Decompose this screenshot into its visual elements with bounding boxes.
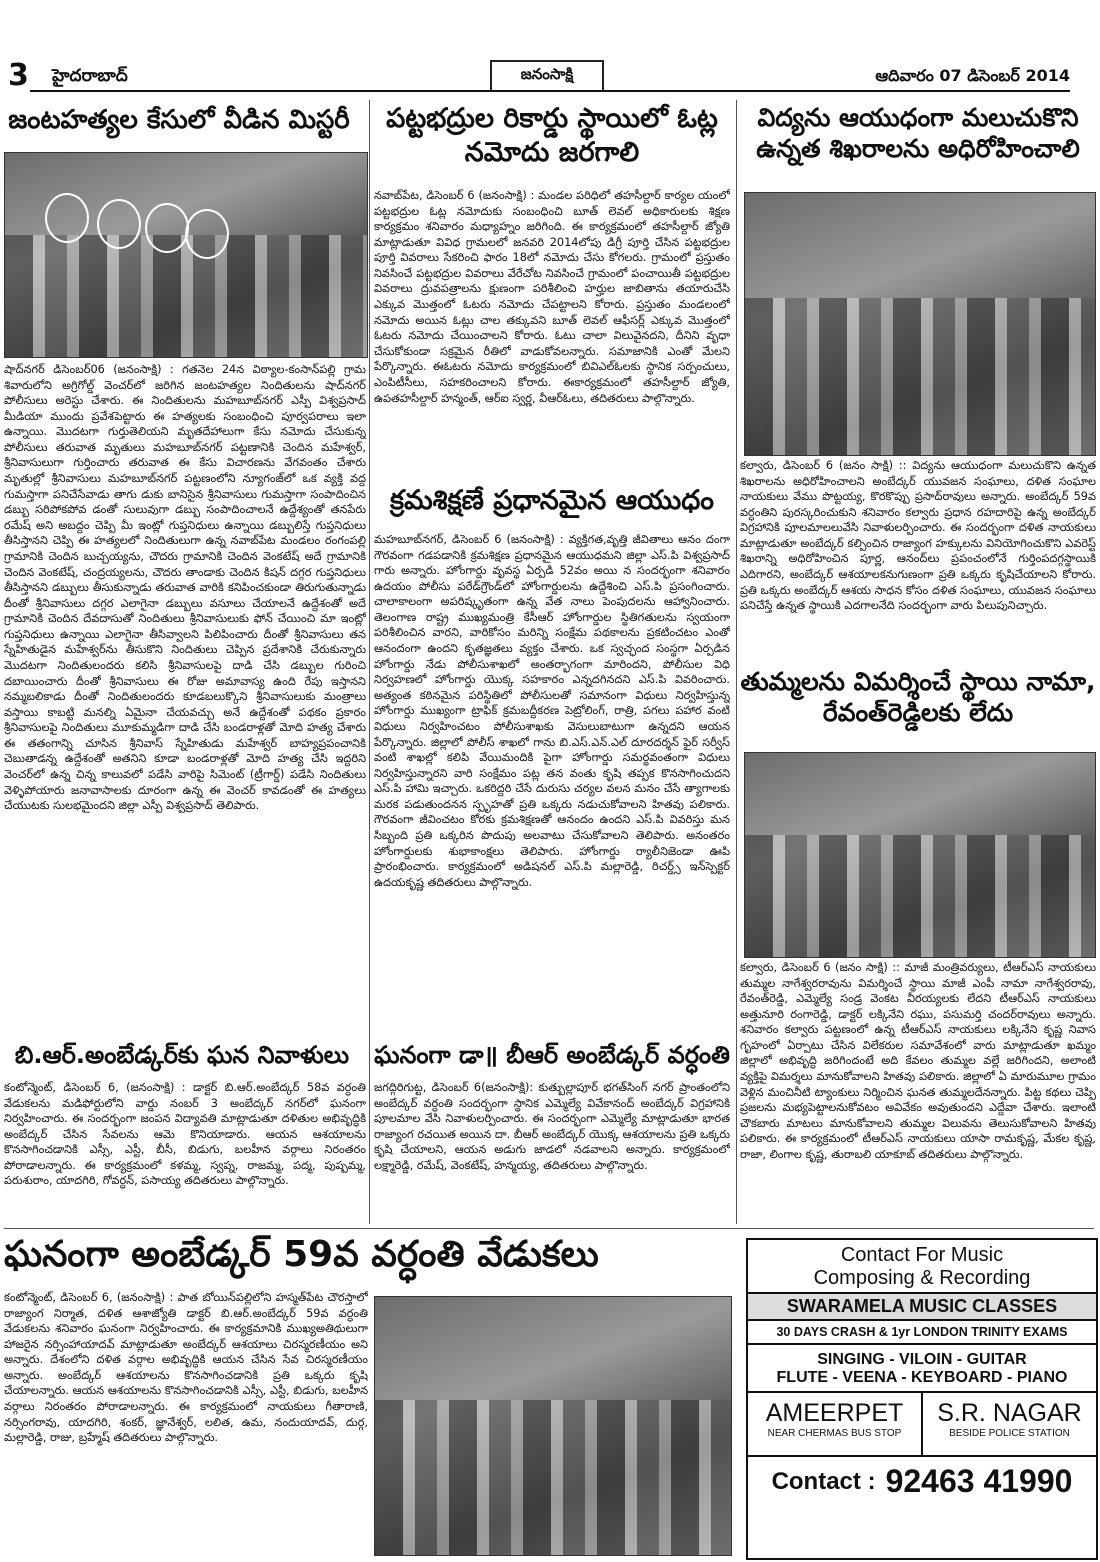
ad-course: 30 DAYS CRASH & 1yr LONDON TRINITY EXAMS: [748, 1321, 1096, 1345]
page-number: 3: [8, 58, 29, 93]
photo-vardhanthi-crowd: [374, 1296, 732, 1556]
body-jagadgiri: జగద్గిరిగుట్ట, డిసెంబర్‌ 6(జనంసాక్షి): కుత్బుల్లాపూర్‌ భగత్‌సింగ్‌ నగర్‌ ప్రాంతంలోని అంబేద్కర్‌ వర్ధంతి సందర్భంగా స్థానిక ఎమ్మెల్యే వివేకానంద్‌ అంబేద్కర్‌ విగ్రహానికి పూలమాల వేసి నివాళులర్పించారు. ఈ సందర్భంగా ఎమ్మెల్యే మాట్లాడుతూ భారత రాజ్యాంగ రచయిత అయిన దా. బీఆర్‌ అంబేద్కర్‌ యొక్క ఆశయాలను ప్రతి ఒక్కరు కృషి చేయాలని, ఆయన అడుగు జాడలో నడవాలని అన్నారు. కార్యక్రమంలో లక్ష్మారెడ్డి, రమేష్‌, వెంకటేష్‌, హన్మయ్య, తదితరులు పాల్గొన్నారు.: [374, 1081, 730, 1172]
city-label: హైదరాబాద్: [52, 66, 128, 86]
ad-branch1-address: NEAR CHERMAS BUS STOP: [767, 1428, 902, 1439]
headline-tributes: బి.ఆర్‌.అంబేడ్కర్‌కు ఘన నివాళులు: [14, 1041, 350, 1069]
body-tributes: కంటోన్మెంట్‌, డిసెంబర్‌ 6, (జనంసాక్షి) : డాక్టర్‌ బి.ఆర్‌.అంబేద్కర్‌ 58వ వర్ధంతి వేడుకలను మడిఫోర్టులోని వార్డు నంబర్‌ 3 అంబేద్కర్‌ నగర్‌లో ఘనంగా నిర్వహించారు. ఈ సందర్భంగా జంపన విద్యావతి మాట్లాడుతూ దళితుల అభివృద్ధికి అంబేద్కర్‌ చేసిన సేవలను ఆమె కొనియాడారు. ఆయన ఆశయాలను కొనసాగించడానికి ఎస్సీ, ఎస్టీ, బీసీ, బిడుగు, బలహీన వర్గాలు నిరంతరం పోరాడాలన్నారు. ఈ కార్యక్రమంలో కళమ్మ, స్వప్న, రాజమ్మ, పద్మ, పుష్పమ్మ, పరుశురాం, యాదగిరి, గోవర్ధన్‌, పసాయ్య తదితరులు పాల్గొన్నారు.: [4, 1081, 366, 1188]
photo-ambedkar-statue: [744, 192, 1096, 456]
body-celebration: కంటోన్మెంట్‌, డిసెంబర్‌ 6, (జనంసాక్షి) : పాత బోయిన్‌పల్లిలోని హస్మత్‌పేట చౌరస్తాలో రాజ్యాంగ నిర్మాత, దళిత ఆశాజ్యోతి డాక్టర్‌ బి.ఆర్‌.అంబేద్కర్‌ 59వ వర్ధంతి వేడుకలను శనివారం ఘనంగా నిర్వహించారు. ఈ కార్యక్రమానికి ముఖ్యఅతిథులుగా హాజరైన నర్సింహాయాదవ్‌ మాట్లాడుతూ అంబేద్కర్‌ ఆశయాలు చిరస్మరణీయం అని అన్నారు. దేశంలోని దళిత వర్గాల అభివృద్ధికి ఆయన చేసిన సేవ చిరస్మరణీయం అన్నారు. అంబేద్కర్‌ ఆశయాలను కొనసాగించడానికి ప్రతి ఒక్కరు కృషి చేయాలన్నారు. ఆయన ఆశయాలను కొనసాగించడానికి ఎస్సీ, ఎస్టీ, బిడుగు, బలహీన వర్గాలు నిరంతరం పోరాడాలన్నారు. ఈ కార్యక్రమంలో నాయకులు గీతారాణి, నర్సింగరావు, యాదగిరి, శంకర్‌, జ్ఞానేశ్వర్‌, లలిత, ఉమ, నందుయాదవ్‌, దుర్గ, మల్లారెడ్డి, రాజు, బ్రహ్మేష్‌ తదితరులు పాల్గొన్నారు.: [4, 1291, 368, 1445]
masthead: [0, 0, 1100, 96]
ad-instruments-2: FLUTE - VEENA - KEYBOARD - PIANO: [748, 1369, 1096, 1393]
headline-education: విద్యను ఆయుధంగా మలుచుకొని ఉన్నత శిఖరాలను అధిరోహించాలి: [756, 103, 1080, 164]
body-thummala: కల్వారు, డిసెంబర్‌ 6 (జనం సాక్షి) :: మాజీ మంత్రివర్యులు, టీఆర్‌ఎస్‌ నాయకులు తుమ్మల నాగేశ్వరరావును విమర్శించే స్థాయి మాజీ ఎంపీ నామా నాగేశ్వరరావు, రేవంత్‌రెడ్డి, ఎమ్మెల్యే సండ్ర వెంకట వీరయ్యలకు లేదని టీఆర్‌ఎస్‌ నాయకులు అత్తునూరి రంగారెడ్డి, డాక్టర్‌ లక్కినేని రఘు, పసుమర్తి చందర్‌రావులు అన్నారు. శనివారం కల్వారు పట్టణంలో ఉన్న టీఆర్‌ఎస్‌ నాయకులు లక్కినేని కృష్ణ నివాస గృహంలో ఏర్పాటు చేసిన విలేకరుల సమావేశంలో వారు మాట్లాడుతూ ఖమ్మం జిల్లాలో అభివృద్ధి జరిగిందంటే అది కేవలం తుమ్మల వల్లే జరిగిందని, అలాంటి వ్యక్తిపై విమర్శలు మానుకోవాలని హితవు పలికారు. జిల్లాలో ఏ మారుమూల గ్రామం వెళ్లిన మంచినీటి ట్యాంకులు నిర్మించిన ఘనత తుమ్మలదేనన్నారు. పిట్ట కథలు చెప్పి ప్రజలను మభ్యపెట్టాలనుకోవటం అవివేకం అవుతుందని ఎద్దేవా చేశారు. ఇలాంటి చౌకబారు మాటలు మానుకోవాలని తుమ్మల విలువను తెలుసుకోవాలని హితవు పలికారు. ఈ కార్యక్రమంలో టీఆర్‌ఎస్‌ నాయకులు యాసా రామకృష్ణ, మేకల కృష్ణ, రాజా, లింగాల కృష్ణ, తురాబలి యాకూబ్‌ తదితరులు పాల్గొన్నారు.: [740, 961, 1096, 1161]
ad-instruments-1: SINGING - VILOIN - GUITAR: [817, 1351, 1027, 1368]
ad-line1: Contact For Music: [840, 1244, 1004, 1266]
masthead-rule: [30, 90, 1070, 92]
issue-date: ఆదివారం 07 డిసెంబర్ 2014: [875, 66, 1070, 85]
ad-branch2-address: BESIDE POLICE STATION: [949, 1428, 1070, 1439]
body-discipline: మహబూబ్‌నగర్‌, డిసెంబర్‌ 6 (జనంసాక్షి) : వ్యక్తిగత,వృత్తి జీవితాలు ఆనం దంగా గౌరవంగా గడపడానికి క్రమశిక్షణ ప్రధానమైన ఆయుధమని జిల్లా ఎస్‌.పి విశ్వప్రసాద్‌ గారు అన్నారు. హోంగార్డు వృవస్థ ఏర్పడి 52వం అయి న సందర్భంగా శనివారం ఉదయం పోలీసు పరేడ్‌గ్రౌండ్‌లో హోంగార్డులను ఉద్దేశించి ఎస్‌.పి ప్రసంగించారు. చాలాకాలంగా అపరిష్కృతంగా ఉన్న వేత నాలు పెంపుదలను ఆహ్వానించారు. తెలంగాణ రాష్ట్ర ముఖ్యమంత్రి కేసీఆర్‌ హోంగార్డుల స్థితిగతులను స్వయంగా పరిశీలించిన వారని, వారికోసం మరిన్ని సంక్షేమ పథకాలను ప్రకటించటం ఎంతో ఆనందంగా ఉందని కృతజ్ఞతలు వ్యక్తం చేశారు. ఒక స్వచ్ఛంద సంస్థగా ఏర్పడిన హోంగార్డు నేడు పోలీసుశాఖలో అంతర్భాగంగా మారిందని, పోలీసుల విధి నిర్వహణలో హోంగార్డు యొక్క సహకారం ఎన్నదగినదని ఎస్‌.పి వివరించారు. అత్యంత కఠినమైన పరిస్థితిలో పోలీసులతో సమానంగా విధులు నిర్వహిస్తున్న హోంగార్డు ముఖ్యంగా ట్రాఫిక్‌ క్రమబద్దీకరణ పెట్రోలింగ్‌, రాత్రి, పగలు పహార వంటి విధులు నిర్వహించటం పోలీసుశాఖకు వెసులుబాటుగా ఉన్నదని ఆయన పేర్కొన్నారు. జిల్లాలో పోలీస్‌ శాఖలో గాను బి.ఎస్‌.ఎన్‌.ఎల్‌ దూరదర్శన్‌ ఫైర్‌ సర్వీస్‌ వంటి శాఖల్లో కలిపి వేయిమందికి పైగా హోంగార్డు సమర్థవంతంగా విధులు నిర్వహిస్తున్నారని వారి సంక్షేమం పట్ల తన వంతు కృషి తప్పక కొనసాగించుదని ఎస్‌.పి హామి ఇచ్చారు. ఒకరిద్దరి చేసే దురుసు చర్యల వలన మనం చేసే త్యాగాలకు మరక పడుతుందనన స్పృహతో ప్రతి ఒక్కరు నడుచుకోవాలని హితవు పలికారు. గౌరవంగా జీవించటం కోరకు క్రమశిక్షణతో ఆనందం ఉందని ఎస్‌.పి వివరిస్తు మన సిబ్బంది ప్రతి ఒక్కరిన పొదుపు అలవాటు చేసుకోవాలని తెలిపారు. అనంతరం హోంగార్డులకు శుభాకాంక్షలు తెలిపారు. హోంగార్డు ర్యాలీనిజెండా ఊపి ప్రారంభించారు. కార్యక్రమంలో అడిషనల్‌ ఎస్‌.పి మల్లారెడ్డి, రిచర్డ్స్‌ ఇన్‌స్పెక్టర్‌ ఉదయకృష్ణ తదితరులు పాల్గొన్నారు.: [374, 533, 730, 889]
photo-press-meet: [4, 152, 368, 358]
headline-graduates: పట్టభద్రుల రికార్డు స్థాయిలో ఓట్ల నమోదు జరగాలి: [386, 103, 718, 168]
ad-contact-label: Contact :: [771, 1467, 876, 1495]
body-graduates: నవాబ్‌పేట, డిసెంబర్‌ 6 (జనంసాక్షి) : మండల పరిధిలో తహసీల్దార్‌ కార్యల యంలో పట్టభద్రుల ఓట్ల నమోదుకు సంబంధించి బూత్‌ లెవల్‌ అధికారులకు శిక్షణ కార్యక్రమం శనివారం మధ్యాహ్నం జరిగింది. ఈ కార్యక్రమంలో తహసీల్దార్‌ జ్యోతి మాట్లాడుతూ వివిధ గ్రామలలో జనవరి 2014లోపు డిగ్రీ పూర్తి చేసిన పట్టభద్రుల పూర్తి వివరాలు సేకరించి ఫారం 18లో నమోదు చేసు కోగలరు. గ్రామంలో ప్రస్తుతం నివసించే పట్టభద్రుల వివరాలు వేరేచోట నివసించే గ్రామంలో పంచాయితీ పట్టభద్రుల వివరాలు ద్రువపత్రాలను క్షుణంగా పరిశీలించి హర్హుల జాబితాను తయారుచేసి ఎక్కువ మొత్తంలో ఓటరు నమోదు చేపట్టాలని కోరారు. ప్రస్తుతం మండలంలో నమోదు అయిన ఓట్లు చాల తక్కువని బూత్‌ లెవల్‌ ఆఫీసర్ల్‌ ఎక్కువ మొత్తంలో ఓటరు నమోదు చేయించాలని కోరారు. ఓటు చాలా విలువైనదని, దీనిని వృధా చేసుకోకుండా సక్రమైన రీతిలో వాడుకోవలన్నారు. సమాజానికి ఎంతో మేలని పేర్కొన్నారు. ఈఓటరు నమోదు కార్యక్రమంలో బివిఎల్‌ఓలకు స్థానిక సర్పంచులు, ఎంపిటీసీలు, సహకరించాలని కోరారు. ఈకార్యక్రమంలో తహసీల్దార్‌ జ్యోతి, ఉపతహసీల్దార్‌ హన్మంత్‌, ఆర్‌ఐ స్వర్ణ, వీఆర్‌ఓలు, తదితరులు పాల్గొన్నారు.: [374, 189, 730, 405]
ad-line2: Composing & Recording: [813, 1267, 1031, 1289]
photo-press-conference: [744, 752, 1096, 958]
headline-discipline: క్రమశిక్షణే ప్రధానమైన ఆయుధం: [390, 485, 714, 516]
section-rule: [4, 1228, 1094, 1229]
ad-branch1-name: AMEERPET: [765, 1399, 904, 1427]
music-classes-ad: [746, 1238, 1098, 1560]
body-education: కల్వారు, డిసెంబర్‌ 6 (జనం సాక్షి) :: విద్యను ఆయుధంగా మలుచుకొని ఉన్నత శిఖరాలను అధిరోహించాలని అంబేద్కర్‌ యువజన సంఘాలు, దళిత సంఘాల నాయకులు వేము పొట్టయ్య, కొరకొప్పు ప్రసాద్‌రావులు అన్నారు. అంబేద్కర్‌ 59వ వర్ధంతిని పురస్కరించుకుని శనివారం కల్వారు ప్రధాన రహదారిపై ఉన్న అంబేద్కర్‌ విగ్రహానికి పూలమాలలువేసి నివాళులర్పించారు. ఈ సందర్భంగా దళిత నాయకులు మాట్లాడుతూ అంబేద్కర్‌ కల్పించిన రాజ్యాంగ హక్కులను వినియోగించుకొని ఎవరెస్ట్‌ శిఖరాన్ని అధిరోహించిన పూర్ణ, ఆనంద్‌లు ప్రపంచంలోనే గుర్తింపదగ్గస్థాయికి ఎదిగారని, అంబేద్కర్‌ ఆశయాలకనుగుణంగా ప్రతి ఒక్కరు కృషిచేయాలని కోరారు. ప్రతి ఒక్కరు అంబేద్కర్‌ ఆశయ సాధన కోసం దళిత సంఘాలు, యువజన సంఘాలు పనిచేస్తే ఉన్నత స్థాయికి ఎదగాలనేది సందర్భంగా వారు పిలుపునిచ్చారు.: [740, 459, 1096, 613]
headline-celebration: ఘనంగా అంబేడ్కర్‌ 59వ వర్ధంతి వేడుకలు: [4, 1234, 599, 1275]
body-murder: షాద్‌నగర్‌ డిసెంబర్‌06 (జనంసాక్షి) : గతనెల 24న విఠ్యాల-కంసాన్‌పల్లి గ్రామ శివారులోని అగ్రిగోల్డ్‌ వెంచర్‌లో జరిగిన జంటహత్యల నిందితులను షాద్‌నగర్‌ పోలీసులు అరెస్టు చేశారు. ఈ నిందితులను మహబూబ్‌నగర్‌ ఎస్పీ విశ్వప్రసాద్‌ మీడియా ముందు ప్రవేశపెట్టారు ఈ హత్యలకు సంబంధించి పూర్వపరాలు ఇలా ఉన్నాయి. మొదటగా గుర్తుతెలియని మృతదేహాలుగా కేసు నమోదు చేసుకున్న పోలీసులు తరువాత మృతులు మహబూబ్‌నగర్‌ పట్టణానికి చెందిన మహేశ్వర్‌, శ్రీనివాసులుగా గుర్తించారు తరువాత ఈ కేసు విచారణను వేగవంతం చేశారు మృతుల్లో శ్రీనివాసులు మహబూబ్‌నగర్‌ పట్టణంలోని న్యూగంజ్‌లో ఒక వ్యక్తి వద్ద గుమస్తాగా పనిచేసేవాడు తాగు డుకు బానిసైన శ్రీనివాసులు గుమస్తాగా సంపాదించిన డబ్బు సరిపోకపోవ డంతో సులువుగా డబ్బు సంపాదించాలనే ఉద్దేశ్యంతో తనపేరు రమేష్‌ అని అబద్దం చెప్పి మీ ఇంట్లో గుప్తనిధులు ఉన్నాయి డబ్బులిస్తే గుప్తనిధులు తీసిస్తానని చెప్పి ఈ హత్యలలో నిందితులుగా ఉన్న నవాబ్‌పేట మండలం రంగంపల్లి గ్రామానికి చెందిన బుచ్చయ్యను, చౌదరు గ్రామానికి చెందిన వెంకటేష్‌ అదే గ్రామానికి చెందిన వెంకటేష్‌, చంద్రయ్యలను, చౌదరు తాండాకు చెందిన కిషన్‌ దగ్గర గుప్తనిధులు తీసిస్తానని డబ్బులు తీసుకున్నాడు తరువాత వారికి కనిపించకుండా తిరుగుతున్నాడు దీంతో శ్రీనివాసులు దగ్గర ఎలాగైనా డబ్బులు వసూలు చేయాలనే ఉద్దేశంతో అదే గ్రామానికి చెందిన దేవదాసుతో నిందితులు శ్రీనివాసులుకు ఫోన్‌ చేయించి మా ఇంట్లో గుప్తనిధులు ఉన్నాయి ఎలాగైనా తీసివ్వాలని పిలిపించారు దీంతో శ్రీనివాసులు తన స్నేహితుడైన మహేశ్వర్‌ను తీసుకొని నిందితులు చెప్పిన ప్రదేశానికి చేరుకున్నారు మొదటగా నిందితులందరు కలిసి శ్రీనివాసులపై దాడి చేసి డబ్బుల గురించి దబాయించారు దీంతో శ్రీనివాసులు ఈ రోజు అమావాస్య ఉంది రేపు ఇస్తానని నమ్మబలికాడు దీంతో నిందితులందరు కూడబలుక్కొని శ్రీనివాసులుకు మంత్రాలు వస్తాయి కాబట్టి మనల్ని ఏమైనా చేయవచ్చు అనే ఉద్దేశంతో పథకం ప్రకారం శ్రీనివాసులపై నిందితులు మూకుమ్మడిగా దాడి చేసి బండరాళ్లతో మోది హత్య చేశారు ఈ తతంగాన్ని చూసిన శ్రీనివాస్‌ స్నేహితుడు మహేశ్వర్‌ బాహ్యప్రపంచానికి చెబుతాడన్న ఉద్దేశంతో అతనిని కూడా బండరాళ్లతో మోది హత్య చేసి ఇద్దరిని వెంచర్‌లో ఉన్న చిన్న కాలువలో పడేసి వారిపై సిమెంట్‌ (ట్రీగార్డ్‌) పడేసి నిందితులు వెళ్ళిపోయారు జనావాసాలకు దూరంగా ఉన్న ఈ వెంచర్‌ కావడంతో ఈ హత్యలు చేయుటకు సులభమైందని జిల్లా ఎస్పీ విశ్వప్రసాద్‌ తెలిపారు.: [4, 363, 366, 813]
column-divider-2: [736, 100, 737, 1224]
column-divider-1: [369, 100, 370, 1224]
ad-branch2-name: S.R. NAGAR: [937, 1399, 1082, 1427]
headline-jagadgiri: ఘనంగా డా॥ బీఆర్‌ అంబేడ్కర్‌ వర్ధంతి: [374, 1041, 730, 1069]
headline-thummala: తుమ్మలను విమర్శించే స్థాయి నామా, రేవంత్‌రెడ్డిలకు లేదు: [740, 667, 1096, 728]
ad-phone: 92463 41990: [885, 1463, 1073, 1499]
headline-murder: జంటహత్యల కేసులో వీడిన మిస్టరీ: [8, 105, 350, 135]
newspaper-logo: జనంసాక్షి: [490, 60, 604, 92]
ad-school-name: SWARAMELA MUSIC CLASSES: [748, 1292, 1096, 1321]
